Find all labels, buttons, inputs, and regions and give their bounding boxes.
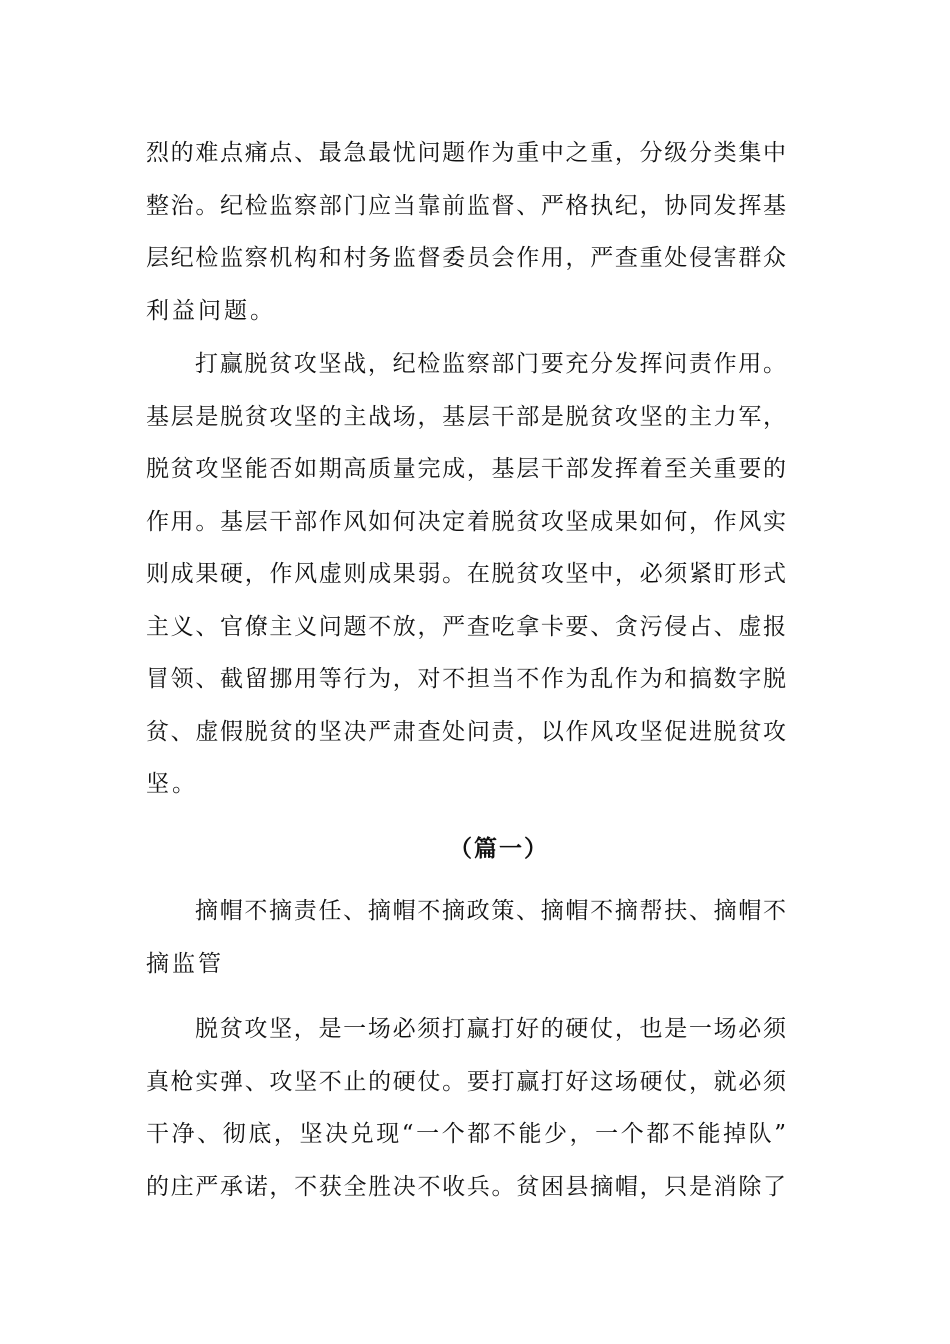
paragraph-line: 脱贫攻坚能否如期高质量完成，基层干部发挥着至关重要的 (146, 456, 786, 482)
paragraph-line: 整治。纪检监察部门应当靠前监督、严格执纪，协同发挥基 (146, 192, 786, 219)
paragraph-line: 作用。基层干部作风如何决定着脱贫攻坚成果如何，作风实 (146, 508, 786, 535)
paragraph-line: 基层是脱贫攻坚的主战场，基层干部是脱贫攻坚的主力军， (146, 403, 786, 430)
paragraph-2 (146, 338, 786, 811)
paragraph-line: 利益问题。 (146, 297, 276, 324)
paragraph-line: 干净、彻底，坚决兑现“一个都不能少，一个都不能掉队” (146, 1121, 786, 1147)
paragraph-1 (146, 127, 786, 337)
paragraph-line: 坚。 (146, 771, 198, 797)
paragraph-line: 摘帽不摘责任、摘帽不摘政策、摘帽不摘帮扶、摘帽不 (195, 898, 786, 924)
paragraph-line: 冒领、截留挪用等行为，对不担当不作为乱作为和搞数字脱 (146, 666, 786, 692)
paragraph-line: 则成果硬，作风虚则成果弱。在脱贫攻坚中，必须紧盯形式 (146, 561, 786, 587)
section-heading-text: （篇一） (449, 836, 549, 862)
paragraph-line: 的庄严承诺，不获全胜决不收兵。贫困县摘帽，只是消除了 (146, 1173, 786, 1200)
paragraph-line: 打赢脱贫攻坚战，纪检监察部门要充分发挥问责作用。 (195, 351, 786, 377)
paragraph-4 (146, 1003, 786, 1213)
paragraph-line: 贫、虚假脱贫的坚决严肃查处问责，以作风攻坚促进脱贫攻 (146, 718, 786, 745)
paragraph-line: 摘监管 (146, 950, 224, 977)
section-heading (0, 823, 950, 875)
paragraph-line: 真枪实弹、攻坚不止的硬仗。要打赢打好这场硬仗，就必须 (146, 1068, 786, 1095)
paragraph-line: 烈的难点痛点、最急最忧问题作为重中之重，分级分类集中 (146, 140, 786, 166)
paragraph-line: 层纪检监察机构和村务监督委员会作用，严查重处侵害群众 (146, 245, 786, 271)
paragraph-line: 脱贫攻坚，是一场必须打赢打好的硬仗，也是一场必须 (195, 1016, 786, 1042)
paragraph-line: 主义、官僚主义问题不放，严查吃拿卡要、贪污侵占、虚报 (146, 613, 786, 640)
paragraph-3 (146, 885, 786, 990)
